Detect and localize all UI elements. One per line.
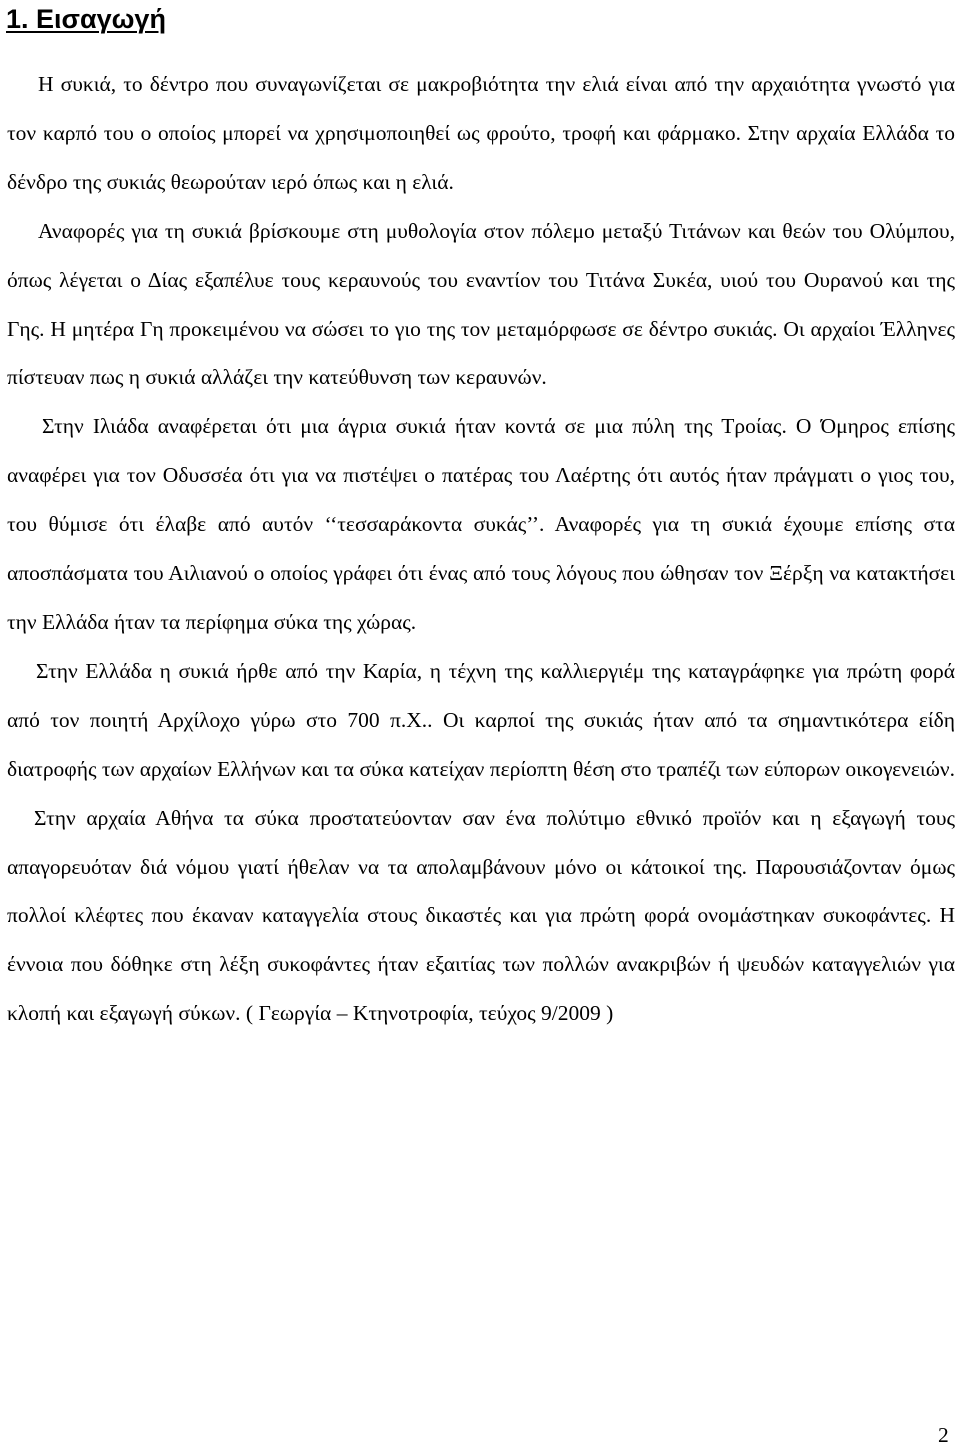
page-number: 2: [938, 1423, 949, 1447]
paragraph-intro: Η συκιά, το δέντρο που συναγωνίζεται σε μακροβιότητα την ελιά είναι από την αρχαιότητα γνωστό για τον καρπό του ο οποίος μπορεί να χρησιμοποιηθεί ως φρούτο, τροφή και φάρμακο. Στην αρχαία Ελλάδα το δένδρο της συκιάς θεωρούταν ιερό όπως και η ελιά.: [7, 72, 955, 194]
section-heading: 1. Εισαγωγή: [6, 4, 166, 34]
document-body: [7, 60, 955, 1038]
paragraph-mythology: Αναφορές για τη συκιά βρίσκουμε στη μυθολογία στον πόλεμο μεταξύ Τιτάνων και θεών του Ολύμπου, όπως λέγεται ο Δίας εξαπέλυε τους κεραυνούς του εναντίον του Τιτάνα Συκέα, υιού του Ουρανού και της Γης. Η μητέρα Γη προκειμένου να σώσει το γιο της τον μεταμόρφωσε σε δέντρο συκιάς. Οι αρχαίοι Έλληνες πίστευαν πως η συκιά αλλάζει την κατεύθυνση των κεραυνών.: [7, 218, 955, 390]
paragraph-iliad: Στην Ιλιάδα αναφέρεται ότι μια άγρια συκιά ήταν κοντά σε μια πύλη της Τροίας. Ο Όμηρος επίσης αναφέρει για τον Οδυσσέα ότι για να πιστέψει ο πατέρας του Λαέρτης ότι αυτός ήταν πράγματι ο γιος του, του θύμισε ότι έλαβε από αυτόν ‘‘τεσσαράκοντα συκάς’’. Αναφορές για τη συκιά έχουμε επίσης στα αποσπάσματα του Αιλιανού ο οποίος γράφει ότι ένας από τους λόγους που ώθησαν τον Ξέρξη να κατακτήσει την Ελλάδα ήταν τα περίφημα σύκα της χώρας.: [7, 414, 955, 634]
paragraph-athens: Στην αρχαία Αθήνα τα σύκα προστατεύονταν σαν ένα πολύτιμο εθνικό προϊόν και η εξαγωγή τους απαγορευόταν διά νόμου γιατί ήθελαν να τα απολαμβάνουν μόνο οι κάτοικοί της. Παρουσιάζονταν όμως πολλοί κλέφτες που έκαναν καταγγελία στους δικαστές και για πρώτη φορά ονομάστηκαν συκοφάντες. Η έννοια που δόθηκε στη λέξη συκοφάντες ήταν εξαιτίας των πολλών ανακριβών ή ψευδών καταγγελιών για κλοπή και εξαγωγή σύκων. ( Γεωργία – Κτηνοτροφία, τεύχος 9/2009 ): [7, 805, 955, 1026]
paragraph-caria: Στην Ελλάδα η συκιά ήρθε από την Καρία, η τέχνη της καλλιεργιέμ της καταγράφηκε για πρώτη φορά από τον ποιητή Αρχίλοχο γύρω στο 700 π.Χ.. Οι καρποί της συκιάς ήταν από τα σημαντικότερα είδη διατροφής των αρχαίων Ελλήνων και τα σύκα κατείχαν περίοπτη θέση στο τραπέζι των εύπορων οικογενειών.: [7, 658, 955, 781]
